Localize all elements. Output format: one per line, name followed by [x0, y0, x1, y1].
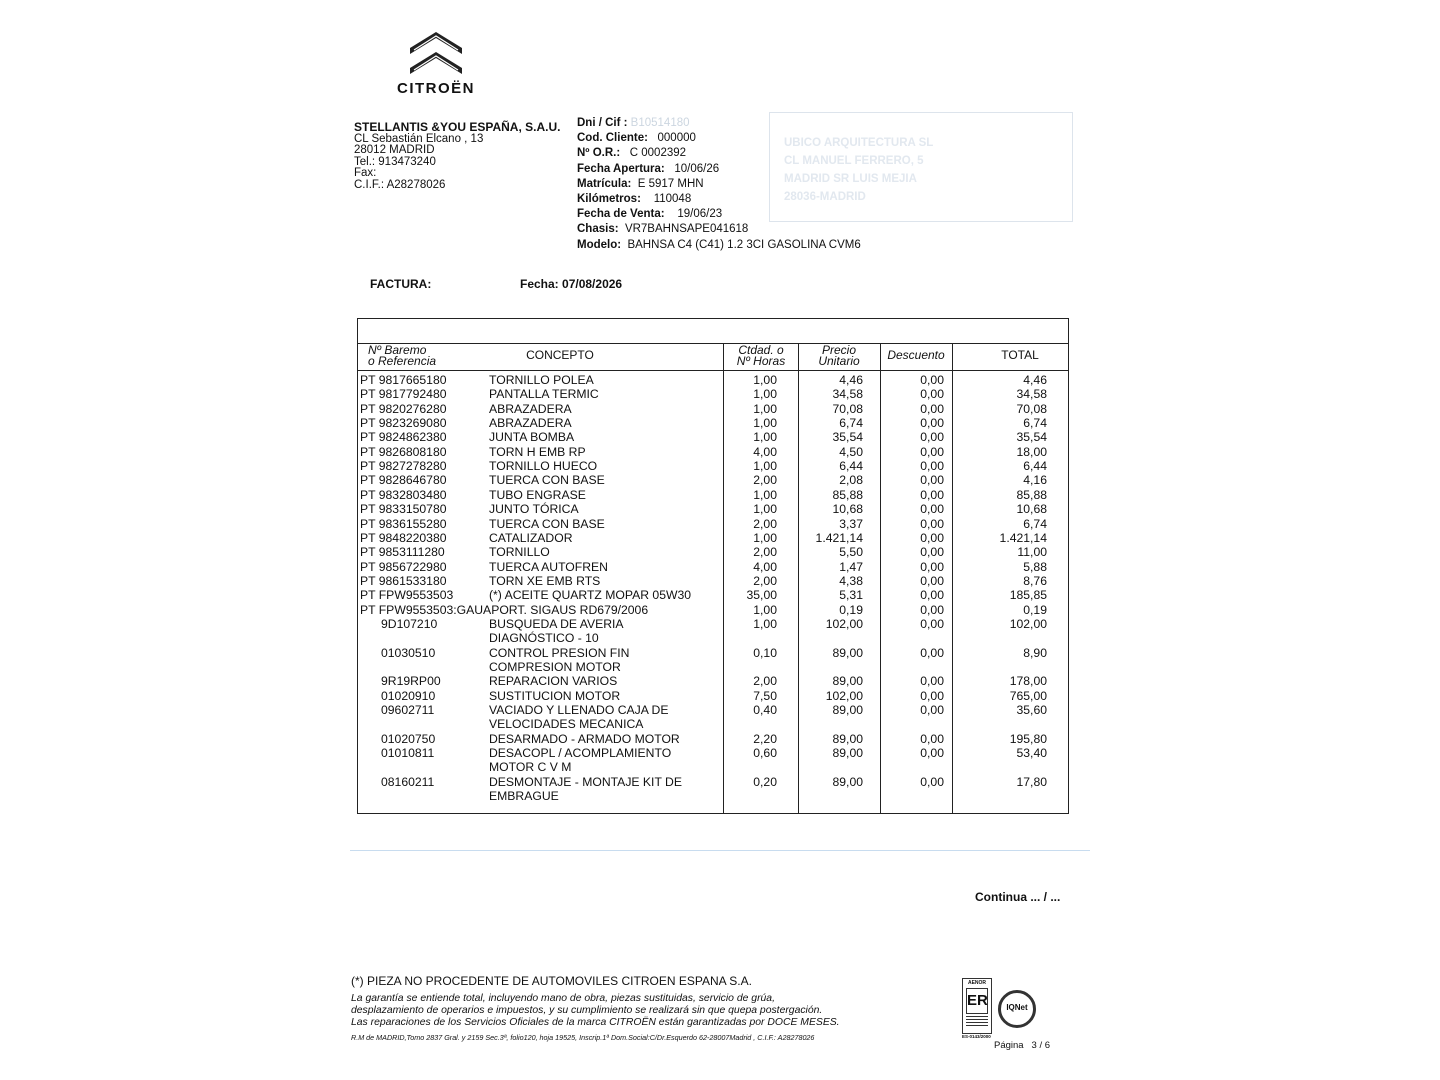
page-divider	[350, 850, 1090, 851]
table-row	[0, 689, 1440, 703]
company-address: CL Sebastián Elcano , 13	[354, 132, 484, 145]
cell-concepto: TUERCA CON BASE	[489, 473, 605, 488]
aenor-stripes	[966, 1016, 988, 1028]
cell-precio: 4,46	[839, 373, 863, 387]
cell-referencia: PT 9827278280	[360, 459, 447, 474]
cell-total: 35,60	[1016, 703, 1047, 718]
cell-referencia: 01020910	[381, 688, 436, 703]
table-row	[0, 674, 1440, 688]
header-referencia	[368, 345, 436, 367]
cell-cantidad: 1,00	[753, 487, 777, 502]
cell-total: 18,00	[1016, 444, 1047, 459]
cell-precio: 89,00	[832, 703, 863, 718]
cell-concepto: TORNILLO POLEA	[489, 373, 594, 387]
cell-concepto: TUBO ENGRASE	[489, 487, 586, 502]
continua-text: Continua ... / ...	[975, 890, 1061, 904]
cell-descuento: 0,00	[920, 530, 944, 545]
customer-address-box	[769, 112, 1073, 222]
cell-referencia: PT 9836155280	[360, 516, 447, 531]
cell-concepto: TORN H EMB RP	[489, 444, 586, 459]
header-concepto: CONCEPTO	[526, 348, 594, 362]
cell-precio: 89,00	[832, 674, 863, 689]
cell-referencia: 9D107210	[381, 616, 438, 631]
page-number	[994, 1040, 1050, 1051]
cell-descuento: 0,00	[920, 459, 944, 474]
cell-precio: 1,47	[839, 559, 863, 574]
cell-cantidad: 2,00	[753, 674, 777, 689]
cell-total: 1.421,14	[999, 530, 1047, 545]
table-row	[0, 387, 1440, 401]
registry-text: R.M de MADRID,Tomo 2837 Gral. y 2159 Sec.3ª, folio120, hoja 19525, Inscrip.1ª Dom.Social:C/Dr.Esquerdo 62-28007Madrid , C.I.F.: A28278026	[351, 1033, 815, 1042]
cell-total: 70,08	[1016, 401, 1047, 416]
cell-precio: 35,54	[832, 430, 863, 445]
customer-line-3: MADRID SR LUIS MEJIA	[784, 173, 917, 185]
cell-descuento: 0,00	[920, 731, 944, 746]
table-row	[0, 789, 1440, 803]
cell-total: 6,74	[1023, 416, 1047, 431]
table-row	[0, 746, 1440, 760]
table-row	[0, 703, 1440, 717]
cell-cantidad: 0,40	[753, 703, 777, 718]
header-precio	[800, 345, 878, 367]
dni-value: B10514180	[630, 117, 690, 129]
cell-descuento: 0,00	[920, 502, 944, 517]
table-row	[0, 717, 1440, 731]
cell-total: 195,80	[1009, 731, 1047, 746]
cell-precio: 5,31	[839, 588, 863, 603]
cell-precio: 34,58	[832, 387, 863, 402]
cell-concepto: TUERCA AUTOFREN	[489, 559, 608, 574]
table-row	[0, 517, 1440, 531]
cell-precio: 6,44	[839, 459, 863, 474]
cell-descuento: 0,00	[920, 645, 944, 660]
invoice-date	[520, 277, 622, 291]
table-row	[0, 775, 1440, 789]
cell-referencia: PT 9823269080	[360, 416, 447, 431]
table-row	[0, 531, 1440, 545]
cell-referencia: PT 9817665180	[360, 373, 447, 387]
cell-concepto: CONTROL PRESION FIN	[489, 645, 630, 660]
or-value: C 0002392	[629, 147, 687, 160]
cell-concepto: JUNTA BOMBA	[489, 430, 575, 445]
cell-concepto: DESACOPL / ACOMPLAMIENTO	[489, 746, 672, 761]
table-row	[0, 760, 1440, 774]
cell-cantidad: 2,00	[753, 516, 777, 531]
cell-descuento: 0,00	[920, 387, 944, 402]
cell-precio: 1.421,14	[815, 530, 863, 545]
km-label: Kilómetros:	[577, 193, 641, 206]
cell-total: 11,00	[1017, 545, 1047, 560]
cell-referencia: 09602711	[381, 703, 435, 718]
modelo-value: BAHNSA C4 (C41) 1.2 3CI GASOLINA CVM6	[627, 238, 861, 251]
cell-cantidad: 1,00	[753, 416, 777, 431]
cell-referencia: PT 9826808180	[360, 444, 447, 459]
table-row	[0, 416, 1440, 430]
cell-total: 4,46	[1023, 373, 1047, 387]
cell-precio: 3,37	[839, 516, 863, 531]
chasis-label: Chasis:	[577, 223, 619, 236]
cell-total: 4,16	[1023, 473, 1047, 488]
cell-referencia: PT 9833150780	[360, 502, 447, 517]
company-city: 28012 MADRID	[354, 144, 435, 156]
cell-concepto: REPARACION VARIOS	[489, 674, 618, 689]
cell-precio: 2,08	[839, 473, 863, 488]
cell-concepto: VELOCIDADES MECANICA	[489, 717, 644, 732]
matricula-value: E 5917 MHN	[637, 177, 704, 190]
cell-cantidad: 2,20	[753, 731, 777, 746]
iqnet-logo	[998, 990, 1036, 1028]
cell-precio: 89,00	[832, 774, 863, 789]
table-row	[0, 545, 1440, 559]
cell-descuento: 0,00	[920, 588, 944, 603]
cell-total: 34,58	[1016, 387, 1047, 402]
cell-total: 6,44	[1023, 459, 1047, 474]
cell-concepto: EMBRAGUE	[489, 789, 559, 804]
cell-referencia: 01020750	[381, 731, 436, 746]
cell-concepto: PANTALLA TERMIC	[489, 387, 599, 402]
company-phone: Tel.: 913473240	[354, 155, 436, 168]
cell-concepto: MOTOR C V M	[489, 760, 572, 775]
cell-descuento: 0,00	[920, 516, 944, 531]
guarantee-line-3: Las reparaciones de los Servicios Oficiales de la marca CITROËN están garantizadas por DOCE MESES.	[351, 1017, 840, 1029]
iqnet-label: IQNet	[1006, 1003, 1028, 1012]
modelo-label: Modelo:	[577, 238, 622, 251]
cell-precio: 89,00	[832, 731, 863, 746]
cell-precio: 89,00	[832, 645, 863, 660]
table-row	[0, 445, 1440, 459]
cell-concepto: BUSQUEDA DE AVERIA	[489, 616, 624, 631]
cell-cantidad: 1,00	[753, 530, 777, 545]
cell-total: 765,00	[1009, 688, 1047, 703]
brand-name: CITROËN	[397, 80, 475, 97]
header-cant-line1: Ctdad. o	[738, 343, 784, 357]
cell-precio: 102,00	[825, 688, 863, 703]
fecha-venta-label: Fecha de Venta:	[577, 208, 665, 221]
company-cif: C.I.F.: A28278026	[354, 178, 446, 191]
pieza-note: (*) PIEZA NO PROCEDENTE DE AUTOMOVILES CITROEN ESPANA S.A.	[351, 974, 752, 988]
cell-precio: 0,19	[839, 602, 863, 617]
table-header-top-rule	[357, 343, 1069, 344]
cell-referencia: 9R19RP00	[381, 674, 441, 689]
matricula-label: Matrícula:	[577, 177, 632, 190]
cell-cantidad: 1,00	[753, 387, 777, 402]
cell-precio: 6,74	[839, 416, 863, 431]
company-info	[354, 122, 560, 191]
citroen-chevrons-icon	[406, 28, 466, 78]
or-label: Nº O.R.:	[577, 147, 621, 160]
cell-total: 5,88	[1023, 559, 1047, 574]
company-name: STELLANTIS &YOU ESPAÑA, S.A.U.	[354, 120, 561, 134]
cell-cantidad: 0,10	[753, 645, 777, 660]
pagina-value: 3 / 6	[1031, 1040, 1051, 1051]
cell-referencia: PT FPW9553503:GAUAPORT. SIGAUS RD679/2006	[360, 602, 649, 617]
table-row	[0, 732, 1440, 746]
cell-descuento: 0,00	[920, 688, 944, 703]
cell-cantidad: 2,00	[753, 573, 777, 588]
cell-cantidad: 2,00	[753, 473, 777, 488]
table-row	[0, 430, 1440, 444]
cell-referencia: PT 9820276280	[360, 401, 447, 416]
cell-descuento: 0,00	[920, 602, 944, 617]
chasis-row	[577, 222, 861, 237]
cell-concepto: TORNILLO HUECO	[489, 459, 598, 474]
cell-descuento: 0,00	[920, 487, 944, 502]
cell-precio: 102,00	[825, 616, 863, 631]
company-fax: Fax:	[354, 167, 377, 179]
customer-line-2: CL MANUEL FERRERO, 5	[784, 155, 924, 167]
cell-total: 6,74	[1023, 516, 1047, 531]
cell-cantidad: 2,00	[753, 545, 777, 560]
cell-descuento: 0,00	[920, 416, 944, 431]
cell-cantidad: 1,00	[753, 602, 777, 617]
cell-cantidad: 0,20	[753, 774, 777, 789]
customer-line-4: 28036-MADRID	[784, 191, 866, 203]
cell-cantidad: 7,50	[753, 688, 777, 703]
cell-concepto: COMPRESION MOTOR	[489, 660, 621, 674]
modelo-row	[577, 238, 861, 253]
guarantee-line-2: desplazamiento de operarios e impuestos, y su cumplimiento se realizará sin que quepa postergación.	[351, 1005, 823, 1017]
cell-total: 8,76	[1023, 573, 1047, 588]
cell-descuento: 0,00	[920, 573, 944, 588]
fecha-label: Fecha:	[520, 277, 559, 291]
cell-cantidad: 4,00	[753, 444, 777, 459]
cell-concepto: JUNTO TÓRICA	[489, 502, 579, 517]
cell-descuento: 0,00	[920, 746, 944, 761]
cell-concepto: ABRAZADERA	[489, 401, 572, 416]
aenor-label: AENOR	[967, 980, 987, 986]
factura-label: FACTURA:	[370, 277, 432, 291]
cell-precio: 4,38	[839, 573, 863, 588]
table-header-bottom-rule	[357, 370, 1069, 371]
cell-referencia: PT 9853111280	[360, 545, 445, 560]
header-ref-line1: Nº Baremo	[368, 343, 427, 357]
cell-total: 185,85	[1009, 588, 1047, 603]
header-cant-line2: Nº Horas	[736, 354, 786, 368]
header-precio-line2: Unitario	[818, 354, 860, 368]
cell-cantidad: 0,60	[753, 746, 777, 761]
header-cantidad	[725, 345, 797, 367]
cell-descuento: 0,00	[920, 545, 944, 560]
table-row	[0, 574, 1440, 588]
cell-referencia: PT 9856722980	[360, 559, 447, 574]
cell-cantidad: 35,00	[746, 588, 777, 603]
cell-cantidad: 1,00	[753, 401, 777, 416]
cell-concepto: DESARMADO - ARMADO MOTOR	[489, 731, 680, 746]
cod-cliente-label: Cod. Cliente:	[577, 132, 648, 145]
cell-total: 102,00	[1009, 616, 1047, 631]
chasis-value: VR7BAHNSAPE041618	[624, 223, 749, 236]
fecha-apertura-label: Fecha Apertura:	[577, 162, 665, 175]
header-precio-line1: Precio	[821, 343, 856, 357]
cell-total: 85,88	[1016, 487, 1047, 502]
cell-precio: 85,88	[832, 487, 863, 502]
cell-descuento: 0,00	[920, 703, 944, 718]
aenor-logo	[962, 978, 992, 1034]
table-row	[0, 560, 1440, 574]
cell-descuento: 0,00	[920, 430, 944, 445]
table-row	[0, 402, 1440, 416]
header-total: TOTAL	[1001, 348, 1039, 362]
cell-cantidad: 4,00	[753, 559, 777, 574]
cell-descuento: 0,00	[920, 444, 944, 459]
cell-descuento: 0,00	[920, 473, 944, 488]
cell-cantidad: 1,00	[753, 459, 777, 474]
table-row	[0, 488, 1440, 502]
cell-descuento: 0,00	[920, 401, 944, 416]
cell-concepto: TUERCA CON BASE	[489, 516, 605, 531]
table-row	[0, 373, 1440, 387]
cell-descuento: 0,00	[920, 616, 944, 631]
cell-referencia: 01030510	[381, 645, 436, 660]
cell-concepto: DESMONTAJE - MONTAJE KIT DE	[489, 774, 682, 789]
cell-referencia: PT 9848220380	[360, 530, 447, 545]
cell-descuento: 0,00	[920, 559, 944, 574]
cell-total: 53,40	[1016, 746, 1047, 761]
cell-descuento: 0,00	[920, 674, 944, 689]
guarantee-line-1: La garantía se entiende total, incluyendo mano de obra, piezas sustituidas, servicio de grúa,	[351, 993, 775, 1004]
fecha-venta-value: 19/06/23	[677, 208, 723, 221]
cell-referencia: PT 9817792480	[360, 387, 447, 402]
certification-logos	[962, 978, 1040, 1040]
cell-referencia: 01010811	[381, 746, 435, 761]
cell-referencia: PT 9832803480	[360, 487, 447, 502]
fecha-apertura-value: 10/06/26	[674, 162, 720, 175]
cell-concepto: ABRAZADERA	[489, 416, 572, 431]
cell-precio: 89,00	[832, 746, 863, 761]
table-row	[0, 473, 1440, 487]
cell-total: 17,80	[1016, 774, 1047, 789]
table-row	[0, 631, 1440, 645]
cell-precio: 4,50	[839, 444, 863, 459]
dni-label: Dni / Cif :	[577, 117, 628, 129]
cell-referencia: PT 9861533180	[360, 573, 447, 588]
cell-precio: 5,50	[839, 545, 863, 560]
km-value: 110048	[653, 193, 692, 206]
table-row	[0, 646, 1440, 660]
cell-referencia: PT 9828646780	[360, 473, 447, 488]
cell-concepto: (*) ACEITE QUARTZ MOPAR 05W30	[489, 588, 692, 603]
cell-descuento: 0,00	[920, 373, 944, 387]
cert-code: ES-0143/2000	[962, 1034, 991, 1039]
table-row	[0, 502, 1440, 516]
cell-concepto: TORNILLO	[489, 545, 550, 560]
cell-total: 178,00	[1009, 674, 1047, 689]
cell-cantidad: 1,00	[753, 502, 777, 517]
citroen-logo	[388, 28, 484, 100]
cell-cantidad: 1,00	[753, 430, 777, 445]
table-row	[0, 617, 1440, 631]
table-row	[0, 603, 1440, 617]
table-row	[0, 588, 1440, 602]
cell-concepto: DIAGNÓSTICO - 10	[489, 631, 599, 646]
cell-total: 10,68	[1016, 502, 1047, 517]
er-mark: ER	[966, 988, 988, 1014]
cell-total: 0,19	[1023, 602, 1047, 617]
cell-descuento: 0,00	[920, 774, 944, 789]
header-descuento: Descuento	[887, 348, 945, 362]
customer-line-1: UBICO ARQUITECTURA SL	[784, 137, 934, 149]
cell-precio: 70,08	[832, 401, 863, 416]
header-ref-line2: o Referencia	[368, 354, 437, 368]
cell-total: 35,54	[1016, 430, 1047, 445]
fecha-value: 07/08/2026	[562, 277, 623, 291]
cell-concepto: VACIADO Y LLENADO CAJA DE	[489, 703, 669, 718]
guarantee-text	[351, 993, 840, 1030]
cell-referencia: 08160211	[381, 774, 435, 789]
cell-cantidad: 1,00	[753, 616, 777, 631]
pagina-label: Página	[994, 1040, 1024, 1051]
cell-concepto: TORN XE EMB RTS	[489, 573, 601, 588]
table-row	[0, 459, 1440, 473]
cell-total: 8,90	[1023, 645, 1047, 660]
cod-cliente-value: 000000	[657, 132, 696, 145]
cell-concepto: SUSTITUCION MOTOR	[489, 688, 621, 703]
cell-cantidad: 1,00	[753, 373, 777, 387]
cell-precio: 10,68	[832, 502, 863, 517]
cell-referencia: PT FPW9553503	[360, 588, 454, 603]
cell-concepto: CATALIZADOR	[489, 530, 573, 545]
table-row	[0, 660, 1440, 674]
cell-referencia: PT 9824862380	[360, 430, 447, 445]
